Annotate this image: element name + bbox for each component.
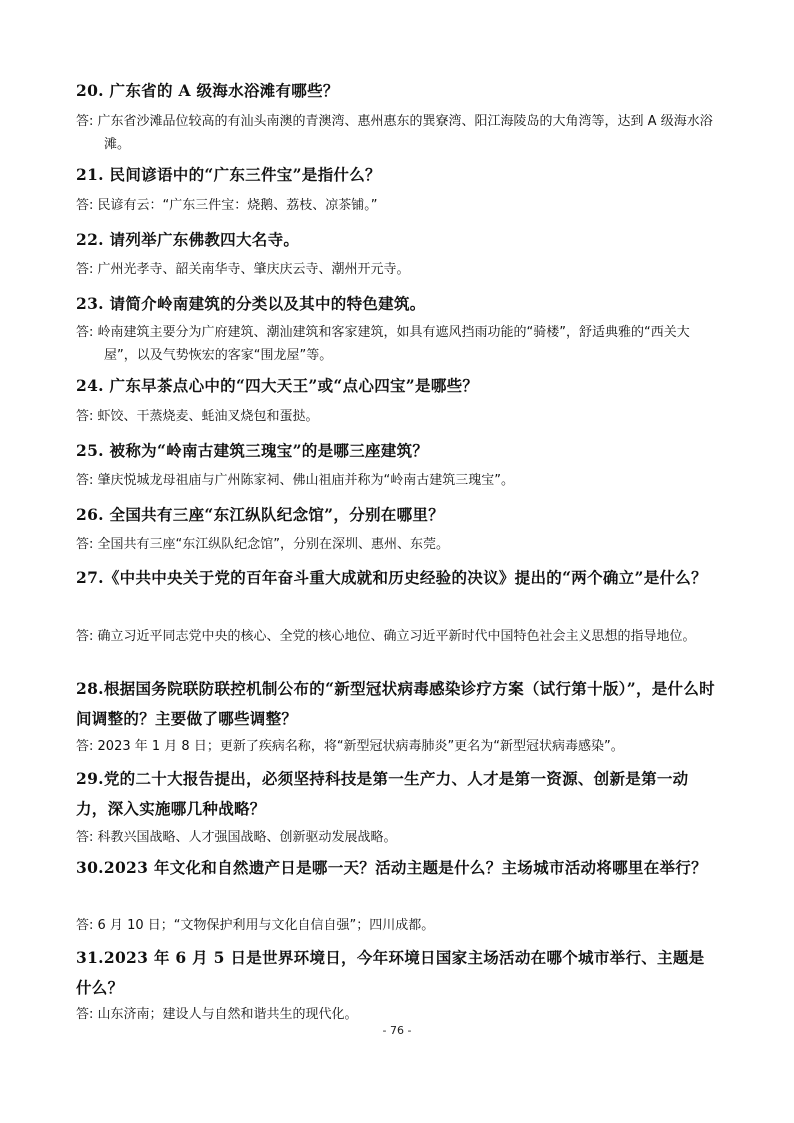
- answer-label: 答:: [76, 1007, 94, 1022]
- answer-29: [76, 826, 716, 849]
- answer-label: 答:: [76, 830, 94, 845]
- answer-26: [76, 533, 716, 556]
- answer-label: 答:: [76, 409, 94, 424]
- answer-text: 虾饺、干蒸烧麦、蚝油叉烧包和蛋挞。: [97, 409, 319, 424]
- question-25: 25. 被称为“岭南古建筑三瑰宝”的是哪三座建筑？: [76, 441, 429, 460]
- question-21: 21. 民间谚语中的“广东三件宝”是指什么？: [76, 165, 381, 184]
- answer-27: [76, 625, 716, 648]
- question-29: 29.党的二十大报告提出，必须坚持科技是第一生产力、人才是第一资源、创新是第一动力，深入实施哪几种战略？: [76, 769, 689, 818]
- answer-23: [76, 321, 716, 367]
- answer-text: 2023 年 1 月 8 日；更新了疾病名称，将“新型冠状病毒肺炎”更名为“新型冠状病毒感染”。: [97, 739, 624, 754]
- answer-text: 山东济南；建设人与自然和谐共生的现代化。: [97, 1007, 358, 1022]
- answer-25: [76, 469, 716, 492]
- answer-24: [76, 405, 716, 428]
- answer-text: 肇庆悦城龙母祖庙与广州陈家祠、佛山祖庙并称为“岭南古建筑三瑰宝”。: [97, 473, 515, 488]
- answer-label: 答:: [76, 739, 94, 754]
- question-28: 28.根据国务院联防联控机制公布的“新型冠状病毒感染诊疗方案（试行第十版）”，是什么时间调整的？主要做了哪些调整？: [76, 679, 715, 728]
- answer-label: 答:: [76, 629, 94, 644]
- question-23: 23. 请简介岭南建筑的分类以及其中的特色建筑。: [76, 294, 426, 313]
- answer-28: [76, 735, 716, 758]
- answer-label: 答:: [76, 262, 94, 277]
- page-number: - 76 -: [382, 1024, 412, 1037]
- question-30: 30.2023 年文化和自然遗产日是哪一天？活动主题是什么？主场城市活动将哪里在举行？: [76, 858, 707, 877]
- answer-text: 广东省沙滩品位较高的有汕头南澳的青澳湾、惠州惠东的巽寮湾、阳江海陵岛的大角湾等，达到 A 级海水浴滩。: [97, 114, 713, 152]
- answer-20: [76, 110, 716, 156]
- question-31: 31.2023 年 6 月 5 日是世界环境日，今年环境日国家主场活动在哪个城市举行、主题是什么？: [76, 948, 705, 997]
- answer-text: 6 月 10 日；“文物保护利用与文化自信自强”；四川成都。: [97, 918, 435, 933]
- question-24: 24. 广东早茶点心中的“四大天王”或“点心四宝”是哪些？: [76, 376, 479, 395]
- answer-label: 答:: [76, 473, 94, 488]
- question-20: 20. 广东省的 A 级海水浴滩有哪些？: [76, 81, 339, 100]
- answer-label: 答:: [76, 114, 94, 129]
- answer-label: 答:: [76, 537, 94, 552]
- answer-31: [76, 1003, 716, 1026]
- question-26: 26. 全国共有三座“东江纵队纪念馆”，分别在哪里？: [76, 505, 444, 524]
- answer-text: 岭南建筑主要分为广府建筑、潮汕建筑和客家建筑，如具有遮风挡雨功能的“骑楼”，舒适典雅的“西关大屋”，以及气势恢宏的客家“围龙屋”等。: [97, 325, 690, 363]
- answer-text: 科教兴国战略、人才强国战略、创新驱动发展战略。: [97, 830, 397, 845]
- answer-21: [76, 194, 716, 217]
- answer-label: 答:: [76, 198, 94, 213]
- answer-30: [76, 914, 716, 937]
- question-27: 27.《中共中央关于党的百年奋斗重大成就和历史经验的决议》提出的“两个确立”是什么？: [76, 568, 707, 587]
- answer-label: 答:: [76, 325, 94, 340]
- answer-text: 全国共有三座“东江纵队纪念馆”，分别在深圳、惠州、东莞。: [97, 537, 450, 552]
- answer-text: 广州光孝寺、韶关南华寺、肇庆庆云寺、潮州开元寺。: [97, 262, 410, 277]
- question-22: 22. 请列举广东佛教四大名寺。: [76, 230, 300, 249]
- answer-text: 民谚有云：“广东三件宝：烧鹅、荔枝、凉茶铺。”: [97, 198, 378, 213]
- answer-label: 答:: [76, 918, 94, 933]
- answer-text: 确立习近平同志党中央的核心、全党的核心地位、确立习近平新时代中国特色社会主义思想的指导地位。: [97, 629, 696, 644]
- answer-22: [76, 258, 716, 281]
